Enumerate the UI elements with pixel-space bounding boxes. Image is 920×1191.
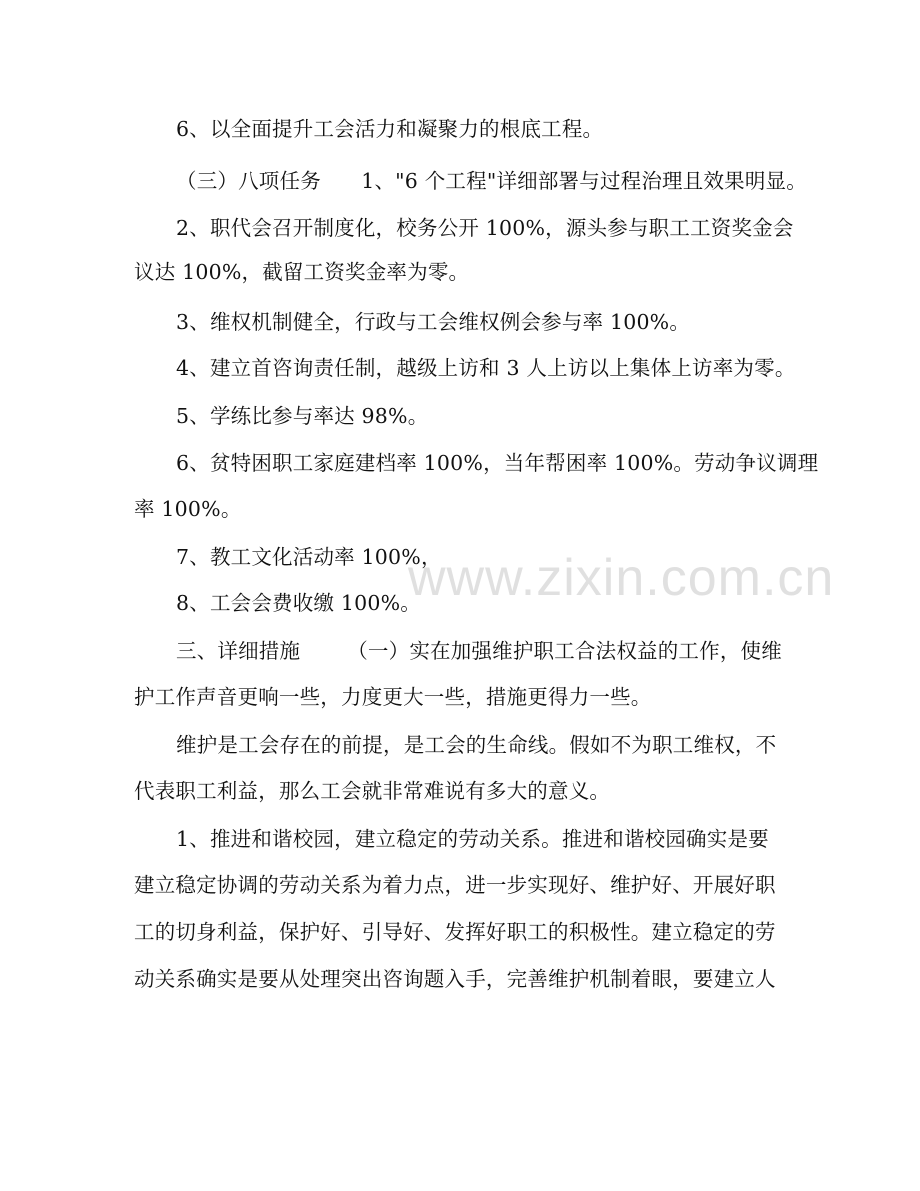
paragraph-line: 动关系确实是要从处理突出咨询题入手，完善维护机制着眼，要建立人 xyxy=(134,967,776,991)
paragraph-line: 建立稳定协调的劳动关系为着力点，进一步实现好、维护好、开展好职 xyxy=(134,873,776,897)
paragraph-line: 3、维权机制健全，行政与工会维权例会参与率 100%。 xyxy=(176,310,691,334)
paragraph-line: 维护是工会存在的前提，是工会的生命线。假如不为职工维权，不 xyxy=(176,733,777,757)
paragraph-line: 工的切身利益，保护好、引导好、发挥好职工的积极性。建立稳定的劳 xyxy=(134,920,776,944)
paragraph-line: 5、学练比参与率达 98%。 xyxy=(176,404,429,428)
watermark: www.zixin.com.cn xyxy=(408,549,835,607)
paragraph-line: 代表职工利益，那么工会就非常难说有多大的意义。 xyxy=(134,779,611,803)
paragraph-line: 护工作声音更响一些，力度更大一些，措施更得力一些。 xyxy=(134,685,652,709)
paragraph-line: （三）八项任务 1、"6 个工程"详细部署与过程治理且效果明显。 xyxy=(176,169,807,193)
paragraph-line: 6、贫特困职工家庭建档率 100%，当年帮困率 100%。劳动争议调理 xyxy=(176,451,819,475)
paragraph-line: 6、以全面提升工会活力和凝聚力的根底工程。 xyxy=(176,117,604,141)
paragraph-line: 4、建立首咨询责任制，越级上访和 3 人上访以上集体上访率为零。 xyxy=(176,356,796,380)
paragraph-line: 8、工会会费收缴 100%。 xyxy=(176,591,421,615)
paragraph-line: 1、推进和谐校园，建立稳定的劳动关系。推进和谐校园确实是要 xyxy=(176,827,769,851)
paragraph-line: 7、教工文化活动率 100%， xyxy=(176,545,442,569)
paragraph-line: 三、详细措施 （一）实在加强维护职工合法权益的工作，使维 xyxy=(176,639,782,663)
paragraph-line: 议达 100%，截留工资奖金率为零。 xyxy=(134,260,470,284)
paragraph-line: 2、职代会召开制度化，校务公开 100%，源头参与职工工资奖金会 xyxy=(176,216,794,240)
paragraph-line: 率 100%。 xyxy=(134,497,242,521)
